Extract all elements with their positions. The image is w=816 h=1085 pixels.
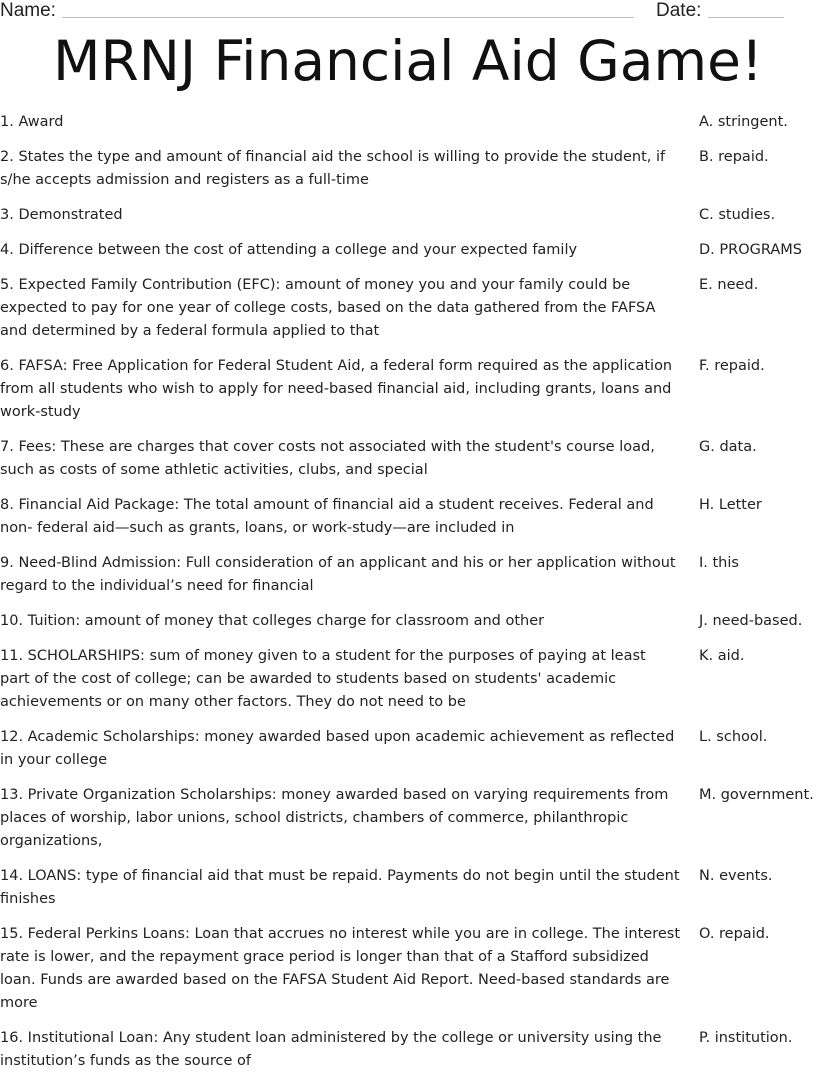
page-title: MRNJ Financial Aid Game! <box>53 29 763 93</box>
list-item <box>0 865 816 911</box>
answer-option: N. events. <box>699 868 773 884</box>
clue-text: 9. Need-Blind Admission: Full consideration of an applicant and his or her application without regard to the individual’s need for financial <box>0 555 676 594</box>
clue-text: 2. States the type and amount of financial aid the school is willing to provide the student, if s/he accepts admission and registers as a full-time <box>0 149 666 188</box>
clue-text: 14. LOANS: type of financial aid that must be repaid. Payments do not begin until the student finishes <box>0 868 680 907</box>
list-item <box>0 726 816 772</box>
answer-option: H. Letter <box>699 497 762 513</box>
list-item <box>0 204 816 227</box>
header <box>0 0 816 26</box>
answer-option: J. need-based. <box>699 613 803 629</box>
list-item <box>0 355 816 424</box>
answer-option: B. repaid. <box>699 149 769 165</box>
clue-text: 5. Expected Family Contribution (EFC): amount of money you and your family could be expected to pay for one year of college costs, based on the data gathered from the FAFSA and determined by a federal formula applied to that <box>0 277 656 339</box>
answer-option: A. stringent. <box>699 114 788 130</box>
list-item <box>0 494 816 540</box>
list-item <box>0 436 816 482</box>
clue-text: 13. Private Organization Scholarships: money awarded based on varying requirements from places of worship, labor unions, school districts, chambers of commerce, philanthropic organizations, <box>0 787 669 849</box>
list-item <box>0 239 816 262</box>
list-item <box>0 1027 816 1073</box>
clue-text: 6. FAFSA: Free Application for Federal Student Aid, a federal form required as the application from all students who wish to apply for need-based financial aid, including grants, loans and work-study <box>0 358 673 420</box>
clue-text: 10. Tuition: amount of money that colleges charge for classroom and other <box>0 613 545 629</box>
answer-option: O. repaid. <box>699 926 770 942</box>
clue-text: 3. Demonstrated <box>0 207 123 223</box>
answer-option: L. school. <box>699 729 768 745</box>
answer-option: F. repaid. <box>699 358 765 374</box>
answer-option: P. institution. <box>699 1030 793 1046</box>
clue-text: 4. Difference between the cost of attending a college and your expected family <box>0 242 578 258</box>
answer-option: G. data. <box>699 439 757 455</box>
list-item <box>0 146 816 192</box>
name-label: Name: <box>0 0 56 21</box>
list-item <box>0 552 816 598</box>
list-item <box>0 923 816 1015</box>
list-item <box>0 645 816 714</box>
name-field[interactable] <box>62 17 634 18</box>
clue-text: 11. SCHOLARSHIPS: sum of money given to a student for the purposes of paying at least part of the cost of college; can be awarded to students based on students' academic achievements or on many other factors. They do not need to be <box>0 648 646 710</box>
date-field[interactable] <box>708 17 784 18</box>
clue-text: 1. Award <box>0 114 64 130</box>
clue-text: 7. Fees: These are charges that cover costs not associated with the student's course load, such as costs of some athletic activities, clubs, and special <box>0 439 655 478</box>
clue-text: 12. Academic Scholarships: money awarded based upon academic achievement as reflected in your college <box>0 729 675 768</box>
answer-option: E. need. <box>699 277 759 293</box>
clue-text: 16. Institutional Loan: Any student loan administered by the college or university using the institution’s funds as the source of <box>0 1030 662 1069</box>
list-item <box>0 111 816 134</box>
answer-option: I. this <box>699 555 739 571</box>
date-label: Date: <box>656 0 702 21</box>
list-item <box>0 784 816 853</box>
answer-option: D. PROGRAMS <box>699 242 802 258</box>
answer-option: C. studies. <box>699 207 776 223</box>
answer-option: K. aid. <box>699 648 745 664</box>
list-item <box>0 610 816 633</box>
matching-list <box>0 111 816 1085</box>
list-item <box>0 274 816 343</box>
clue-text: 15. Federal Perkins Loans: Loan that accrues no interest while you are in college. The interest rate is lower, and the repayment grace period is longer than that of a Stafford subsidized loan. Funds are awarded based on the FAFSA Student Aid Report. Need-based standards are more <box>0 926 681 1011</box>
answer-option: M. government. <box>699 787 814 803</box>
clue-text: 8. Financial Aid Package: The total amount of financial aid a student receives. Federal and non- federal aid—such as grants, loans, or work-study—are included in <box>0 497 654 536</box>
